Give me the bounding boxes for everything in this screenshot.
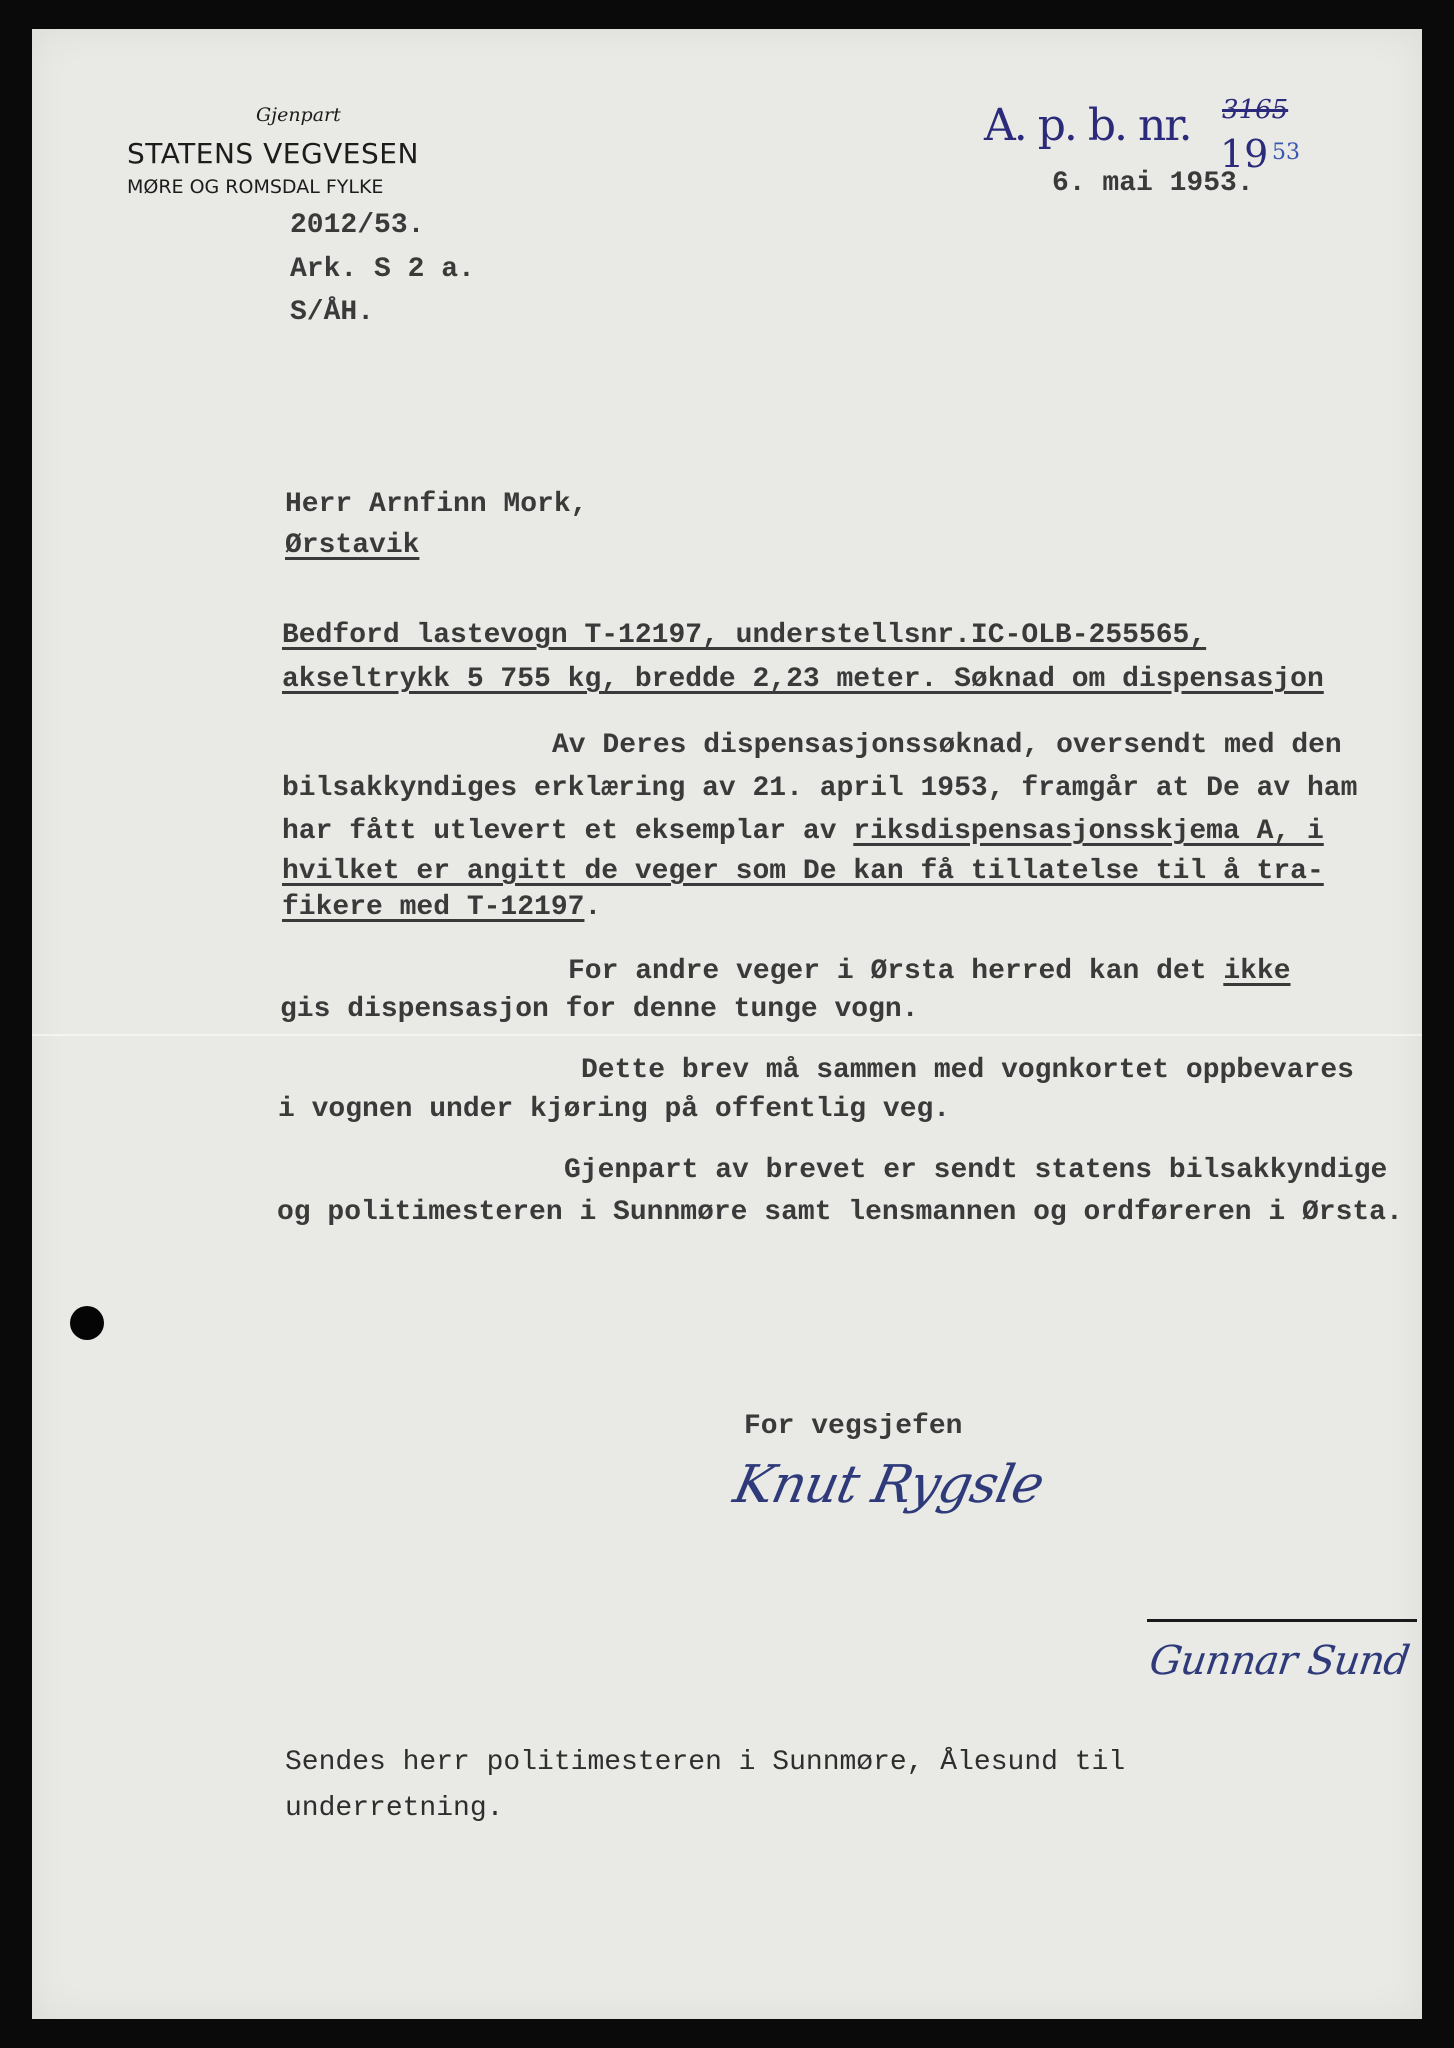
body-line: fikere med T-12197. xyxy=(282,892,602,923)
body-text: For andre veger i Ørsta herred kan det xyxy=(568,956,1224,987)
stamp-year-suffix: 53 xyxy=(1272,140,1300,165)
signature-1: Knut Rygsle xyxy=(728,1455,1049,1515)
footer-note-line-1: Sendes herr politimesteren i Sunnmøre, Ålesund til xyxy=(285,1747,1126,1778)
body-line xyxy=(568,956,1291,987)
organization-name: STATENS VEGVESEN xyxy=(127,137,419,170)
body-line: Gjenpart av brevet er sendt statens bilsakkyndige xyxy=(564,1155,1388,1186)
recipient-place: Ørstavik xyxy=(285,530,420,561)
signature-2: Gunnar Sund xyxy=(1146,1638,1412,1684)
footer-note-line-2: underretning. xyxy=(285,1793,504,1824)
closing-label: For vegsjefen xyxy=(744,1411,963,1442)
stamp-label: A. p. b. nr. xyxy=(984,100,1191,151)
subject-line-1: Bedford lastevogn T-12197, understellsnr.IC-OLB-255565, xyxy=(282,620,1207,651)
recipient-name: Herr Arnfinn Mork, xyxy=(285,489,588,520)
region-name: MØRE OG ROMSDAL FYLKE xyxy=(127,176,384,198)
body-underlined-text: ikke xyxy=(1223,956,1291,987)
body-line: bilsakkyndiges erklæring av 21. april 1953, framgår at De av ham xyxy=(282,773,1358,804)
body-line: Av Deres dispensasjonssøknad, oversendt med den xyxy=(552,730,1342,761)
stamp-year-prefix: 19 xyxy=(1220,132,1269,176)
body-line xyxy=(282,816,1324,847)
body-line: hvilket er angitt de veger som De kan få tillatelse til å tra- xyxy=(282,856,1324,887)
body-line: og politimesteren i Sunnmøre samt lensmannen og ordføreren i Ørsta. xyxy=(277,1197,1403,1228)
initials: S/ÅH. xyxy=(290,297,375,328)
body-underlined-text: riksdispensasjonsskjema A, i xyxy=(853,816,1324,847)
copy-label: Gjenpart xyxy=(256,104,341,126)
body-line: i vognen under kjøring på offentlig veg. xyxy=(278,1094,951,1125)
subject-line-2: akseltrykk 5 755 kg, bredde 2,23 meter. Søknad om dispensasjon xyxy=(282,664,1324,695)
body-text: har fått utlevert et eksemplar av xyxy=(282,816,854,847)
stamp-number: 3165 xyxy=(1222,95,1289,125)
archive-code: Ark. S 2 a. xyxy=(290,254,475,285)
body-line: gis dispensasjon for denne tunge vogn. xyxy=(280,994,919,1025)
fold-line xyxy=(32,1034,1422,1036)
reference-number: 2012/53. xyxy=(290,210,425,241)
letter-date: 6. mai 1953. xyxy=(1052,168,1254,199)
punch-hole xyxy=(70,1306,104,1340)
signature-rule xyxy=(1147,1619,1417,1622)
body-underlined-text: fikere med T-12197 xyxy=(282,892,585,923)
body-line: Dette brev må sammen med vognkortet oppbevares xyxy=(581,1055,1354,1086)
